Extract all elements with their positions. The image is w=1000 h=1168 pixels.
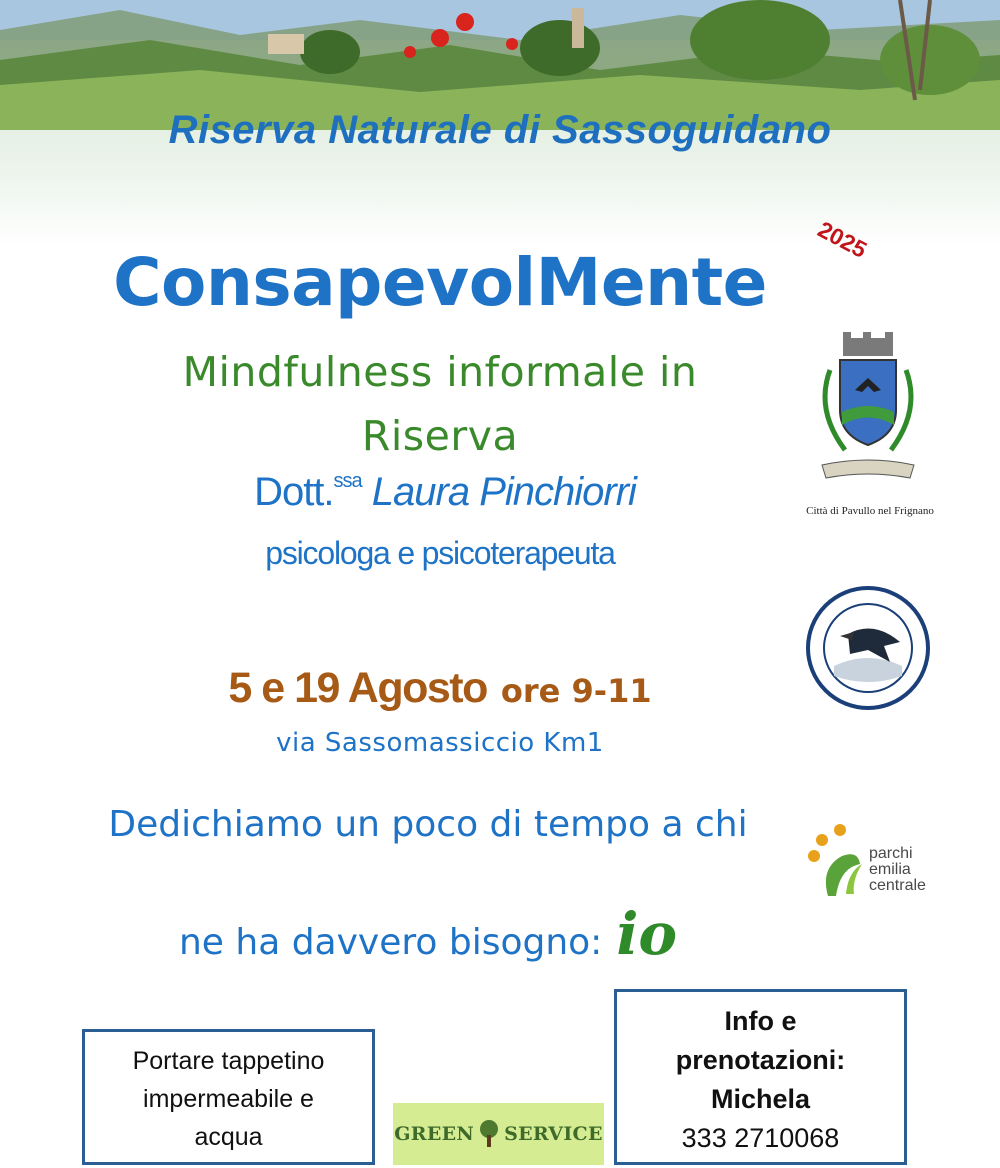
event-title: ConsapevolMente <box>113 244 767 321</box>
event-address: via Sassomassiccio Km1 <box>276 728 604 758</box>
box-left-line-2: impermeabile e <box>143 1085 314 1113</box>
info-box-right <box>614 989 907 1165</box>
year-label: 2025 <box>813 216 872 263</box>
box-right-line-3 <box>617 1080 904 1119</box>
contact-phone: 333 2710068 <box>681 1123 840 1153</box>
header-banner <box>0 0 1000 245</box>
date-time: ore 9-11 <box>500 672 652 710</box>
green-service-logo <box>393 1103 604 1165</box>
speaker-prefix: Dott. <box>254 470 334 514</box>
box-right-line-2 <box>617 1041 904 1080</box>
info-heading-2: prenotazioni: <box>675 1045 846 1075</box>
message-line-1: Dedichiamo un poco di tempo a chi <box>108 804 748 845</box>
speaker-role: psicologa e psicoterapeuta <box>265 535 615 571</box>
message-text: ne ha davvero bisogno: <box>178 922 603 963</box>
message-line-2 <box>0 900 856 968</box>
info-heading-1: Info e <box>724 1006 797 1036</box>
box-left-line-1: Portare tappetino <box>132 1047 325 1075</box>
event-subtitle <box>90 340 790 468</box>
speaker-fullname: Laura Pinchiorri <box>371 470 636 514</box>
banner-title: Riserva Naturale di Sassoguidano <box>168 108 832 152</box>
info-box-left <box>82 1029 375 1165</box>
sponsor-right: SERVICE <box>504 1123 603 1145</box>
date-days: 5 e 19 Agosto <box>228 664 487 712</box>
crest-caption: Città di Pavullo nel Frignano <box>806 505 934 517</box>
subtitle-line-1: Mindfulness informale in <box>182 348 698 396</box>
subtitle-line-2: Riserva <box>361 412 519 460</box>
sponsor-left: GREEN <box>394 1123 475 1145</box>
municipal-crest-icon <box>810 330 925 500</box>
tree-icon <box>477 1119 501 1149</box>
message-emphasis: io <box>616 900 678 968</box>
contact-name: Michela <box>710 1084 811 1114</box>
riserva-logo-icon <box>804 584 932 712</box>
parchi-line-1: parchi <box>869 845 913 862</box>
parchi-line-2: emilia <box>869 861 911 878</box>
parchi-line-3: centrale <box>869 877 926 894</box>
event-date <box>0 664 880 713</box>
speaker-sup: ssa <box>333 470 362 492</box>
parchi-text <box>869 846 926 894</box>
box-left-line-3: acqua <box>194 1123 263 1151</box>
speaker-name <box>0 470 890 515</box>
box-right-line-1 <box>617 1002 904 1041</box>
